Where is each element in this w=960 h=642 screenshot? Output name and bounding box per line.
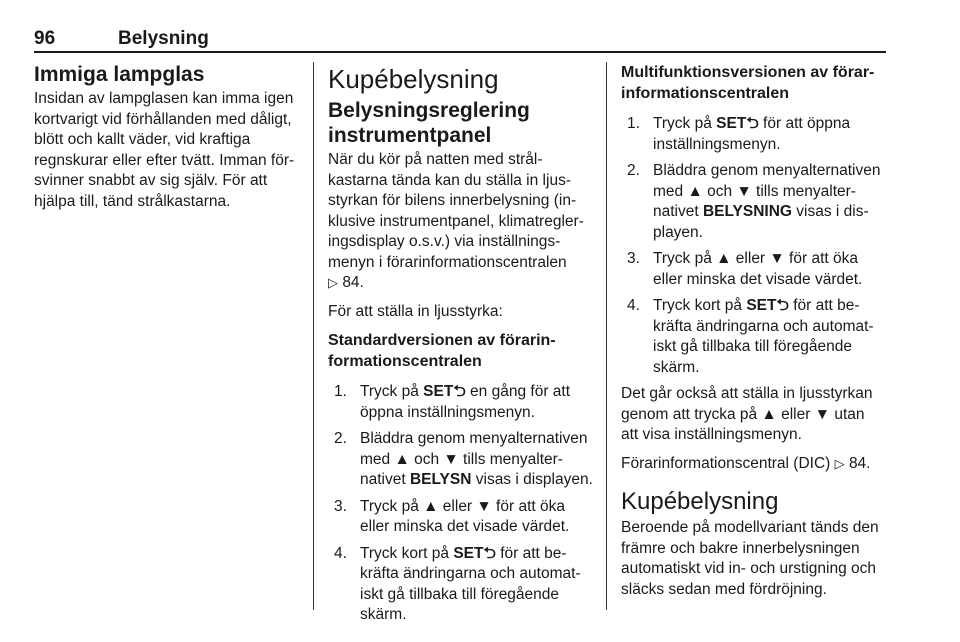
list-item: 2. Bläddra genom menyalternativen med ▲ och ▼ tills menyalter-nativet BELYSNING visas i dis-playen. <box>627 162 881 241</box>
column-1 <box>34 62 299 220</box>
list-item: 4. Tryck kort på SET⮌ för att be-kräfta ändringarna och automat-iskt gå tillbaka till föregående skärm. <box>334 544 581 623</box>
list-item: 1. Tryck på SET⮌ en gång för att öppna inställningsmenyn. <box>334 383 571 421</box>
paragraph-also: Det går också att ställa in ljusstyrkan genom att trycka på ▲ eller ▼ utan att visa inställningsmenyn. <box>621 385 873 443</box>
page-number: 96 <box>34 28 56 49</box>
list-item: 2. Bläddra genom menyalternativen med ▲ och ▼ tills menyalter-nativet BELYSN visas i displayen. <box>334 430 593 488</box>
page-ref-icon: ▷ <box>834 455 845 471</box>
column-divider-2 <box>606 62 607 610</box>
return-arrow-icon: ⮌ <box>453 383 466 400</box>
header-rule <box>34 51 886 53</box>
list-item: 3. Tryck på ▲ eller ▼ för att öka eller minska det visade värdet. <box>627 250 863 288</box>
section-heading-kupebelysning-2: Kupébelysning <box>621 488 779 515</box>
list-item: 3. Tryck på ▲ eller ▼ för att öka eller minska det visade värdet. <box>334 497 570 535</box>
subheading-multifunktion: Multifunktionsversionen av förar-informationscentralen <box>621 64 875 102</box>
steps-standard <box>328 382 593 626</box>
section-heading-immiga-lampglas: Immiga lampglas <box>34 63 205 86</box>
paragraph-intro: När du kör på natten med strål-kastarna tända kan du ställa in ljus-styrkan för bilens innerbelysning (in-klusive instrumentpanel, klimatregler-ingsdisplay o.s.v.) via inställnings-menyn i förarinformationscentralen ▷ 84. <box>328 151 584 291</box>
paragraph-immiga-lampglas: Insidan av lampglasen kan imma igen kortvarigt vid förhållanden med dåligt, blött och kallt väder, vid kraftiga regnskurar eller efter tvätt. Imman för-svinner snabbt av sig själv. För att hjälpa till, tänd strålkastarna. <box>34 90 295 210</box>
column-divider-1 <box>313 62 314 610</box>
paragraph-kupebelysning: Beroende på modellvariant tänds den främre och bakre innerbelysningen automatiskt vid in- och urstigning och släcks sedan med fördröjning. <box>621 519 879 598</box>
paragraph-lead: För att ställa in ljusstyrka: <box>328 302 503 320</box>
running-title: Belysning <box>118 28 209 49</box>
column-2 <box>328 62 593 632</box>
section-heading-kupebelysning: Kupébelysning <box>328 64 499 94</box>
page-ref-number: 84. <box>848 454 871 472</box>
column-3 <box>621 62 886 608</box>
page-ref-icon: ▷ <box>328 275 338 290</box>
steps-multifunktion <box>621 114 886 378</box>
page-ref-number: 84. <box>342 274 364 291</box>
subheading-belysningsreglering: Belysningsreglering instrumentpanel <box>328 99 530 147</box>
paragraph-dic: Förarinformationscentral (DIC) ▷ 84. <box>621 454 871 472</box>
return-arrow-icon: ⮌ <box>483 544 496 562</box>
return-arrow-icon: ⮌ <box>746 115 759 132</box>
list-item: 4. Tryck kort på SET⮌ för att be-kräfta ändringarna och automat-iskt gå tillbaka till föregående skärm. <box>627 297 874 376</box>
return-arrow-icon: ⮌ <box>776 297 789 314</box>
page-header <box>34 28 886 50</box>
list-item: 1. Tryck på SET⮌ för att öppna inställningsmenyn. <box>627 115 851 153</box>
subheading-standard: Standardversionen av förarin-formationscentralen <box>328 332 556 370</box>
